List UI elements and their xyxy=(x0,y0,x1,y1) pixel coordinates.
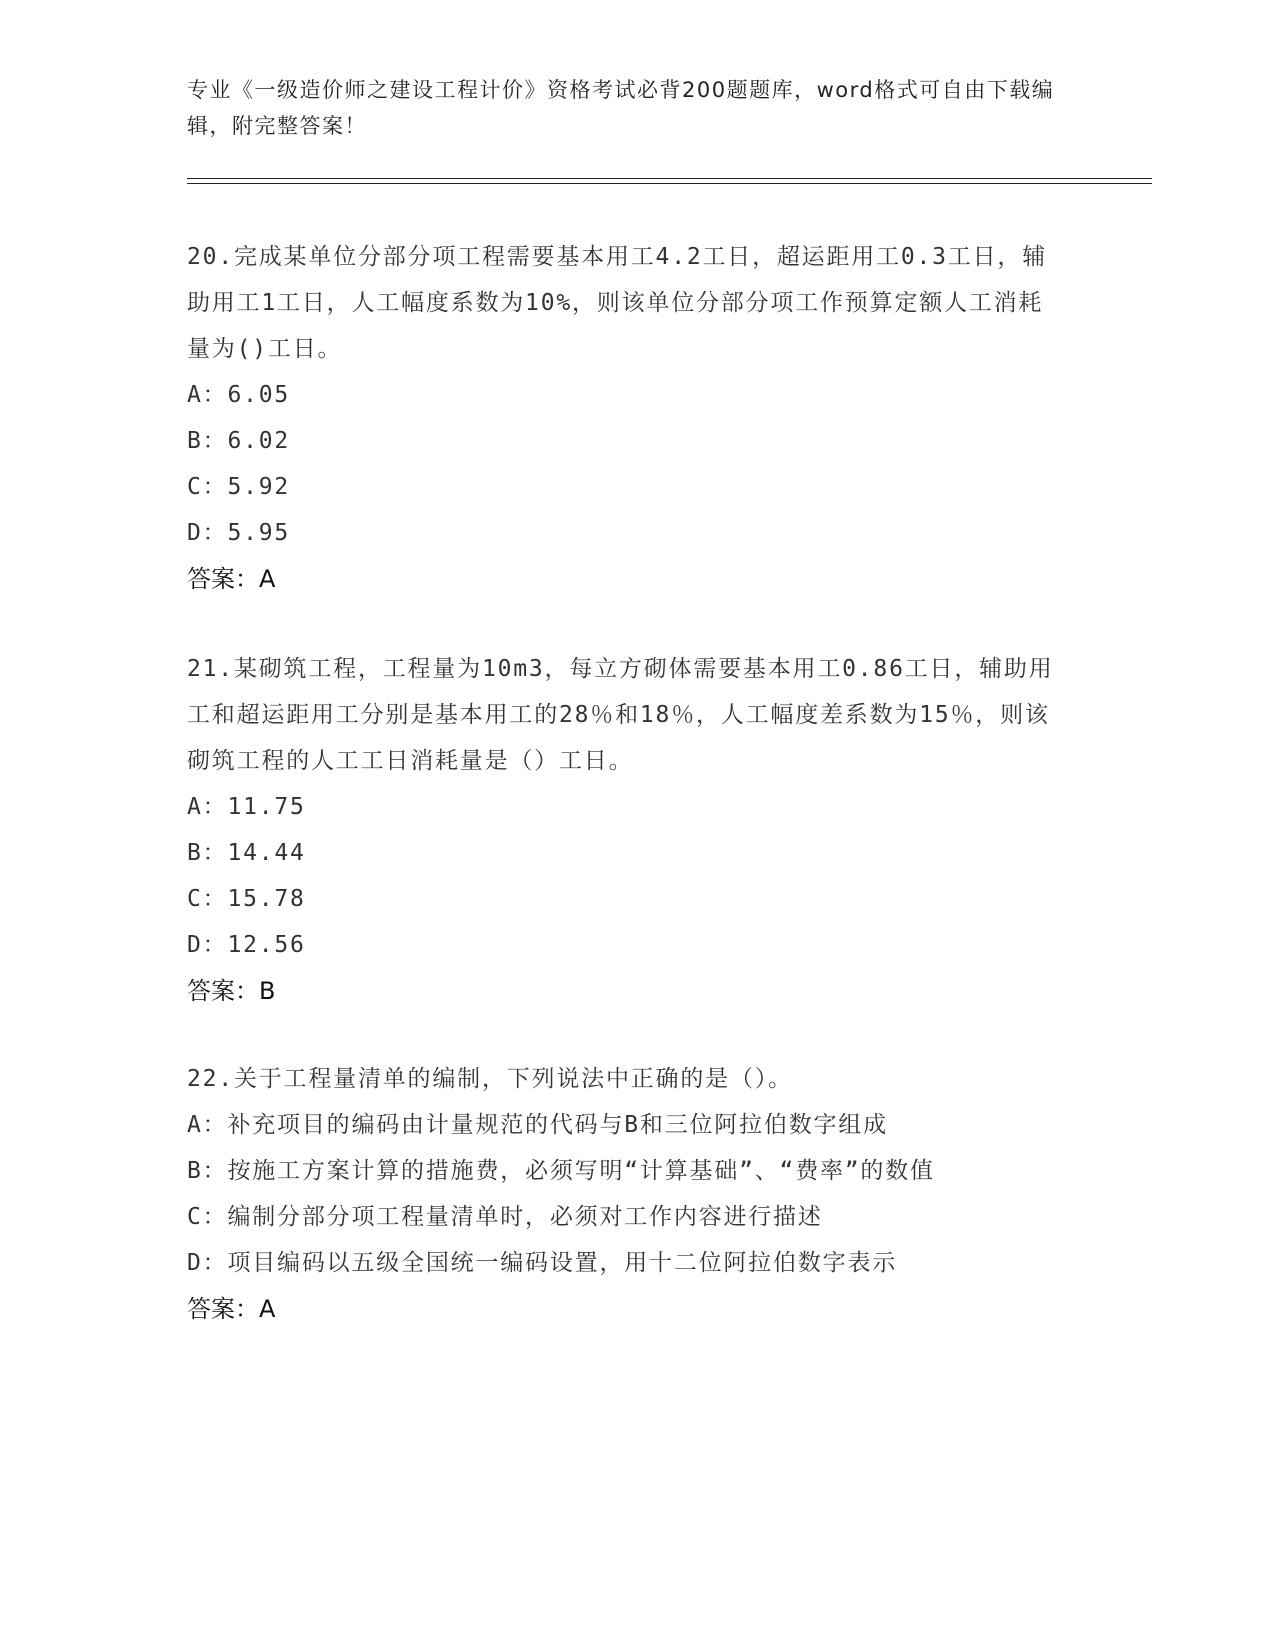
header-divider-bottom xyxy=(187,183,1152,184)
question-stem: 22.关于工程量清单的编制，下列说法中正确的是（）。 xyxy=(187,1066,793,1092)
answer: 答案：A xyxy=(187,1295,276,1323)
option-c: C：5.92 xyxy=(187,474,291,500)
option-a: A：补充项目的编码由计量规范的代码与B和三位阿拉伯数字组成 xyxy=(187,1112,888,1138)
option-b: B：按施工方案计算的措施费，必须写明“计算基础”、“费率”的数值 xyxy=(187,1158,935,1184)
option-c: C：编制分部分项工程量清单时，必须对工作内容进行描述 xyxy=(187,1204,823,1230)
option-b: B：6.02 xyxy=(187,428,291,454)
option-d: D：12.56 xyxy=(187,932,306,958)
option-a: A：11.75 xyxy=(187,794,306,820)
answer: 答案：A xyxy=(187,565,276,593)
question-22 xyxy=(187,1056,1067,1332)
question-stem: 21.某砌筑工程，工程量为10m3，每立方砌体需要基本用工0.86工日，辅助用工和超运距用工分别是基本用工的28％和18％，人工幅度差系数为15％，则该砌筑工程的人工工日消耗量是（）工日。 xyxy=(187,656,1054,774)
document-header: 专业《一级造价师之建设工程计价》资格考试必背200题题库，word格式可自由下载编辑，附完整答案！ xyxy=(187,78,1055,138)
answer: 答案：B xyxy=(187,977,276,1005)
question-20 xyxy=(187,234,1067,602)
option-d: D：5.95 xyxy=(187,520,291,546)
option-c: C：15.78 xyxy=(187,886,306,912)
question-21 xyxy=(187,646,1067,1014)
question-stem: 20.完成某单位分部分项工程需要基本用工4.2工日，超运距用工0.3工日，辅助用工1工日，人工幅度系数为10%，则该单位分部分项工作预算定额人工消耗量为()工日。 xyxy=(187,244,1048,362)
header-divider-top xyxy=(187,178,1152,179)
option-d: D：项目编码以五级全国统一编码设置，用十二位阿拉伯数字表示 xyxy=(187,1250,898,1276)
option-a: A：6.05 xyxy=(187,382,291,408)
option-b: B：14.44 xyxy=(187,840,306,866)
